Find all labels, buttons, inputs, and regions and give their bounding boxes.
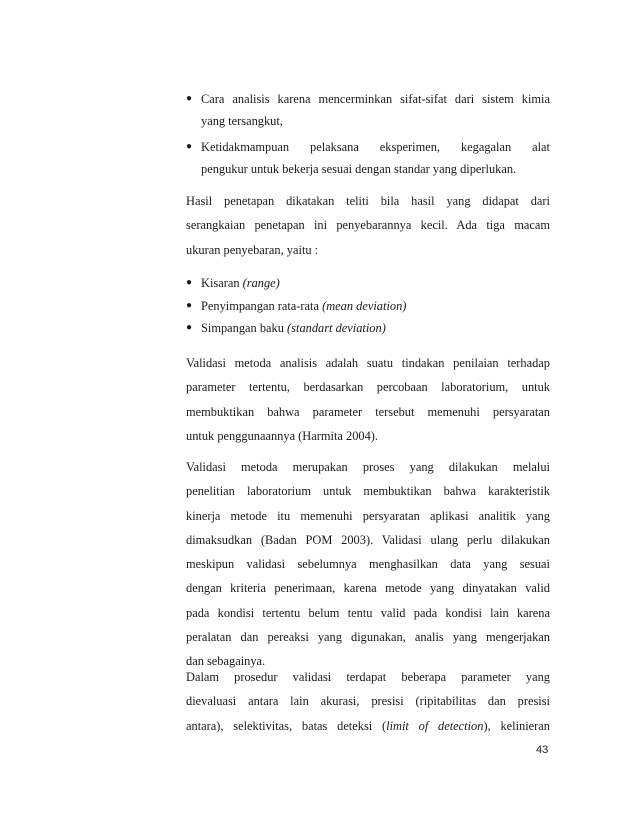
bullet-item-range: [186, 272, 550, 295]
bullet-item-mean-deviation: [186, 295, 550, 318]
paragraph-line: pada kondisi tertentu belum tentu valid pada kondisi lain karena: [186, 605, 550, 620]
paragraph-line: Dalam prosedur validasi terdapat beberapa parameter yang: [186, 670, 550, 684]
bullet-line: Ketidakmampuan pelaksana eksperimen, kegagalan alat: [201, 140, 550, 154]
paragraph-line: membuktikan bahwa parameter tersebut memenuhi persyaratan: [186, 404, 550, 419]
bullet-italic-term: (mean deviation): [322, 298, 407, 313]
paragraph-line: meskipun validasi sebelumnya menghasilkan data yang sesuai: [186, 557, 550, 572]
paragraph-line: dimaksudkan (Badan POM 2003). Validasi ulang perlu dilakukan: [186, 532, 550, 547]
bullet-dot-icon: ●: [186, 322, 193, 333]
paragraph-precision: [186, 189, 550, 262]
bullet-item-standard-deviation: [186, 317, 550, 340]
paragraph-line: Hasil penetapan dikatakan teliti bila hasil yang didapat dari: [186, 194, 550, 208]
top-bullet-list: [186, 88, 550, 180]
bullet-italic-term: (range): [242, 276, 280, 290]
bullet-dot-icon: ●: [186, 141, 193, 152]
paragraph-line-mixed: [186, 714, 550, 738]
bullet-italic-term: (standart deviation): [287, 321, 386, 335]
bullet-line: pengukur untuk bekerja sesuai dengan standar yang diperlukan.: [201, 162, 517, 176]
paragraph-validation-definition: [186, 351, 550, 448]
bullet-dot-icon: ●: [186, 277, 193, 288]
paragraph-validation-process: [186, 455, 550, 674]
paragraph-text: antara), selektivitas, batas deteksi (: [186, 718, 387, 733]
page-number: 43: [536, 744, 549, 756]
paragraph-line: dan sebagainya.: [186, 654, 266, 669]
paragraph-line: untuk penggunaannya (Harmita 2004).: [186, 428, 379, 443]
bullet-dot-icon: ●: [186, 93, 193, 104]
paragraph-line: peralatan dan pereaksi yang digunakan, analis yang mengerjakan: [186, 630, 550, 645]
bullet-dot-icon: ●: [186, 299, 193, 311]
bullet-text: Kisaran: [201, 276, 243, 290]
paragraph-line: ukuran penyebaran, yaitu :: [186, 242, 319, 257]
paragraph-line: dengan kriteria penerimaan, karena metode yang dinyatakan valid: [186, 581, 550, 596]
bullet-line: yang tersangkut,: [201, 114, 283, 128]
bullet-item-inability: [186, 136, 550, 180]
bullet-line: Cara analisis karena mencerminkan sifat-sifat dari sistem kimia: [201, 92, 550, 106]
paragraph-line: Validasi metoda analisis adalah suatu tindakan penilaian terhadap: [186, 356, 550, 370]
paragraph-line: kinerja metode itu memenuhi persyaratan aplikasi analitik yang: [186, 508, 550, 523]
paragraph-text: ), kelinieran: [483, 718, 550, 733]
paragraph-validation-parameters: [186, 665, 550, 738]
paragraph-line: parameter tertentu, berdasarkan percobaan laboratorium, untuk: [186, 380, 550, 395]
paragraph-line: Validasi metoda merupakan proses yang dilakukan melalui: [186, 460, 550, 474]
paragraph-line: penelitian laboratorium untuk membuktikan bahwa karakteristik: [186, 484, 550, 499]
paragraph-line: serangkaian penetapan ini penyebarannya kecil. Ada tiga macam: [186, 218, 550, 233]
bullet-text: Simpangan baku: [201, 321, 288, 335]
paragraph-line: dievaluasi antara lain akurasi, presisi (ripitabilitas dan presisi: [186, 694, 550, 709]
bullet-item-chemistry: [186, 88, 550, 132]
paragraph-italic-term: limit of detection: [386, 718, 484, 733]
measures-bullet-list: [186, 272, 550, 340]
bullet-text: Penyimpangan rata-rata: [201, 298, 323, 313]
